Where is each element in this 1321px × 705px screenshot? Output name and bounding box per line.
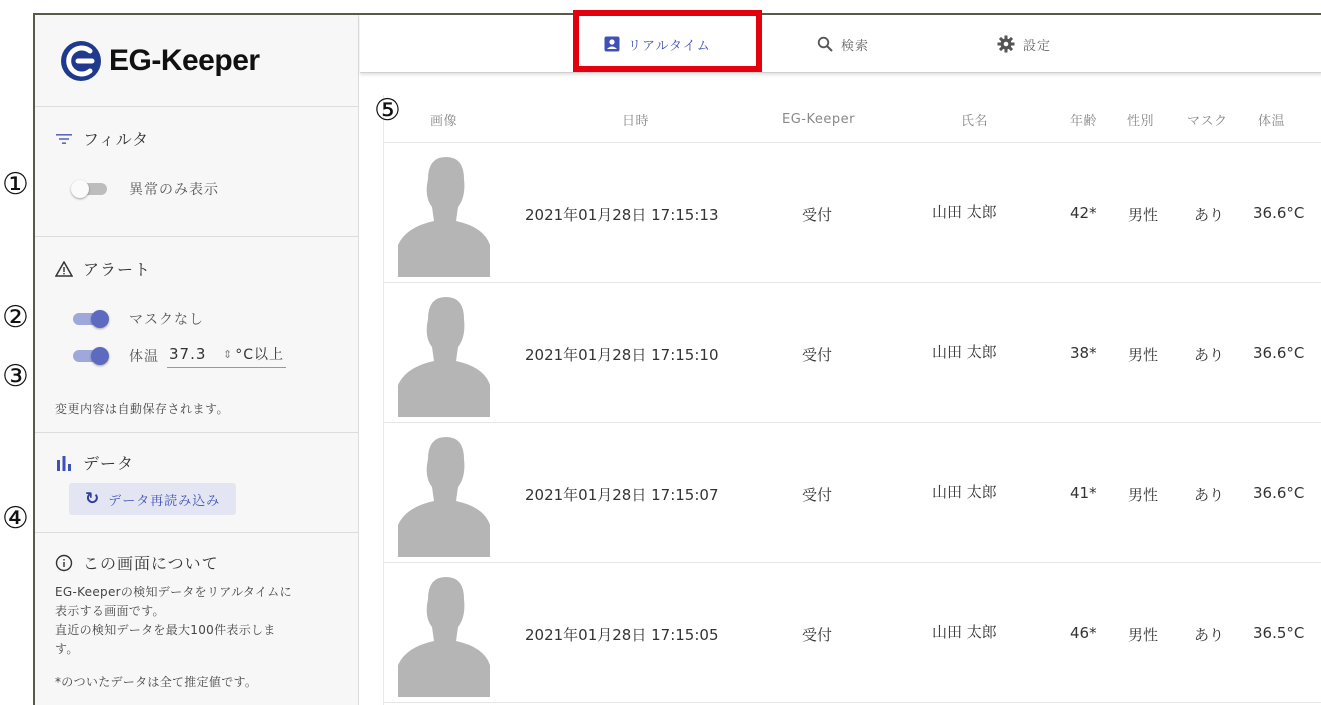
cell-temperature: 36.6°C	[1253, 204, 1305, 222]
table-row[interactable]	[384, 563, 1321, 703]
person-placeholder-image	[398, 149, 490, 277]
highlight-box	[573, 10, 762, 72]
annotation-marker-5: ⑤	[374, 93, 401, 128]
no-mask-label: マスクなし	[129, 312, 204, 328]
alert-title: アラート	[83, 260, 152, 279]
person-placeholder-image	[398, 289, 490, 417]
cell-name: 山田 太郎	[932, 483, 997, 501]
cell-temperature: 36.6°C	[1253, 344, 1305, 362]
temperature-threshold-input[interactable]	[167, 344, 286, 368]
about-description	[55, 583, 292, 692]
about-section	[35, 533, 358, 705]
table-row[interactable]	[384, 423, 1321, 563]
info-icon	[55, 554, 73, 572]
cell-name: 山田 太郎	[932, 203, 997, 221]
warning-icon	[55, 260, 73, 278]
person-placeholder-image	[398, 429, 490, 557]
gear-icon	[997, 35, 1015, 53]
spinner-icon[interactable]: ⇕	[223, 347, 234, 361]
person-placeholder-image	[398, 569, 490, 697]
annotation-marker-4: ④	[2, 501, 29, 536]
filter-title: フィルタ	[83, 130, 150, 149]
cell-datetime: 2021年01月28日 17:15:07	[525, 486, 719, 504]
cell-name: 山田 太郎	[932, 343, 997, 361]
cell-gender: 男性	[1128, 486, 1159, 504]
no-mask-toggle[interactable]	[71, 310, 109, 328]
cell-datetime: 2021年01月28日 17:15:05	[525, 626, 719, 644]
sidebar	[35, 15, 359, 705]
annotation-marker-3: ③	[2, 359, 29, 394]
tab-label: 設定	[1023, 38, 1052, 54]
app-window	[33, 13, 1321, 705]
header-eg-keeper: EG-Keeper	[782, 111, 855, 127]
tab-search[interactable]	[817, 15, 869, 73]
reload-data-button[interactable]	[69, 483, 236, 515]
tab-label: リアルタイム	[628, 38, 711, 54]
cell-temperature: 36.6°C	[1253, 484, 1305, 502]
search-icon	[817, 36, 833, 52]
data-section	[35, 433, 358, 533]
cell-mask: あり	[1194, 206, 1225, 224]
filter-heading	[55, 127, 149, 150]
alert-section	[35, 237, 358, 433]
table-header	[384, 95, 1321, 143]
cell-eg-keeper: 受付	[802, 346, 833, 364]
cell-mask: あり	[1194, 346, 1225, 364]
filter-list-icon	[55, 130, 73, 148]
cell-eg-keeper: 受付	[802, 626, 833, 644]
cell-gender: 男性	[1128, 626, 1159, 644]
table-row[interactable]	[384, 143, 1321, 283]
temperature-toggle[interactable]	[71, 347, 109, 365]
top-navigation	[360, 15, 1321, 73]
reload-data-label: データ再読み込み	[108, 493, 221, 509]
data-heading	[55, 451, 134, 474]
about-line: 直近の検知データを最大100件表示しま	[55, 623, 276, 637]
eg-keeper-logo	[59, 39, 103, 83]
annotation-marker-2: ②	[2, 300, 29, 335]
about-heading	[55, 551, 219, 574]
annotation-marker-1: ①	[2, 167, 29, 202]
cell-age: 42*	[1070, 204, 1097, 222]
detection-table	[383, 95, 1321, 705]
cell-datetime: 2021年01月28日 17:15:13	[525, 206, 719, 224]
header-gender: 性別	[1127, 113, 1155, 129]
header-age: 年齢	[1070, 113, 1098, 129]
header-mask: マスク	[1187, 113, 1228, 129]
about-line: EG-Keeperの検知データをリアルタイムに	[55, 585, 292, 599]
filter-section	[35, 107, 358, 237]
header-image: 画像	[430, 113, 458, 129]
cell-gender: 男性	[1128, 346, 1159, 364]
cell-age: 46*	[1070, 624, 1097, 642]
cell-mask: あり	[1194, 486, 1225, 504]
header-temperature: 体温	[1258, 113, 1286, 129]
tab-settings[interactable]	[997, 15, 1051, 73]
about-line: す。	[55, 642, 79, 656]
cell-name: 山田 太郎	[932, 623, 997, 641]
header-datetime: 日時	[622, 113, 650, 129]
alert-heading	[55, 257, 151, 280]
data-title: データ	[83, 454, 135, 473]
cell-datetime: 2021年01月28日 17:15:10	[525, 346, 719, 364]
temperature-row	[71, 344, 286, 368]
cell-age: 38*	[1070, 344, 1097, 362]
cell-age: 41*	[1070, 484, 1097, 502]
about-line: 表示する画面です。	[55, 604, 165, 618]
brand-name: EG-Keeper	[109, 43, 260, 77]
cell-gender: 男性	[1128, 206, 1159, 224]
abnormal-only-toggle[interactable]	[71, 180, 109, 198]
table-row[interactable]	[384, 283, 1321, 423]
autosave-note: 変更内容は自動保存されます。	[55, 402, 230, 416]
header-name: 氏名	[961, 113, 989, 129]
abnormal-only-row	[71, 179, 219, 199]
about-title: この画面について	[83, 554, 219, 573]
no-mask-row	[71, 309, 204, 329]
cell-eg-keeper: 受付	[802, 486, 833, 504]
abnormal-only-label: 異常のみ表示	[129, 182, 219, 198]
temperature-label: 体温	[129, 349, 159, 365]
about-line: *のついたデータは全て推定値です。	[55, 675, 258, 689]
bar-chart-icon	[55, 454, 73, 472]
cell-eg-keeper: 受付	[802, 206, 833, 224]
cell-temperature: 36.5°C	[1253, 624, 1305, 642]
cell-mask: あり	[1194, 626, 1225, 644]
brand	[35, 15, 358, 107]
tab-label: 検索	[841, 38, 870, 54]
temperature-value: 37.3	[169, 345, 207, 363]
refresh-icon: ↻	[85, 489, 101, 509]
temperature-unit: °C以上	[235, 347, 284, 363]
